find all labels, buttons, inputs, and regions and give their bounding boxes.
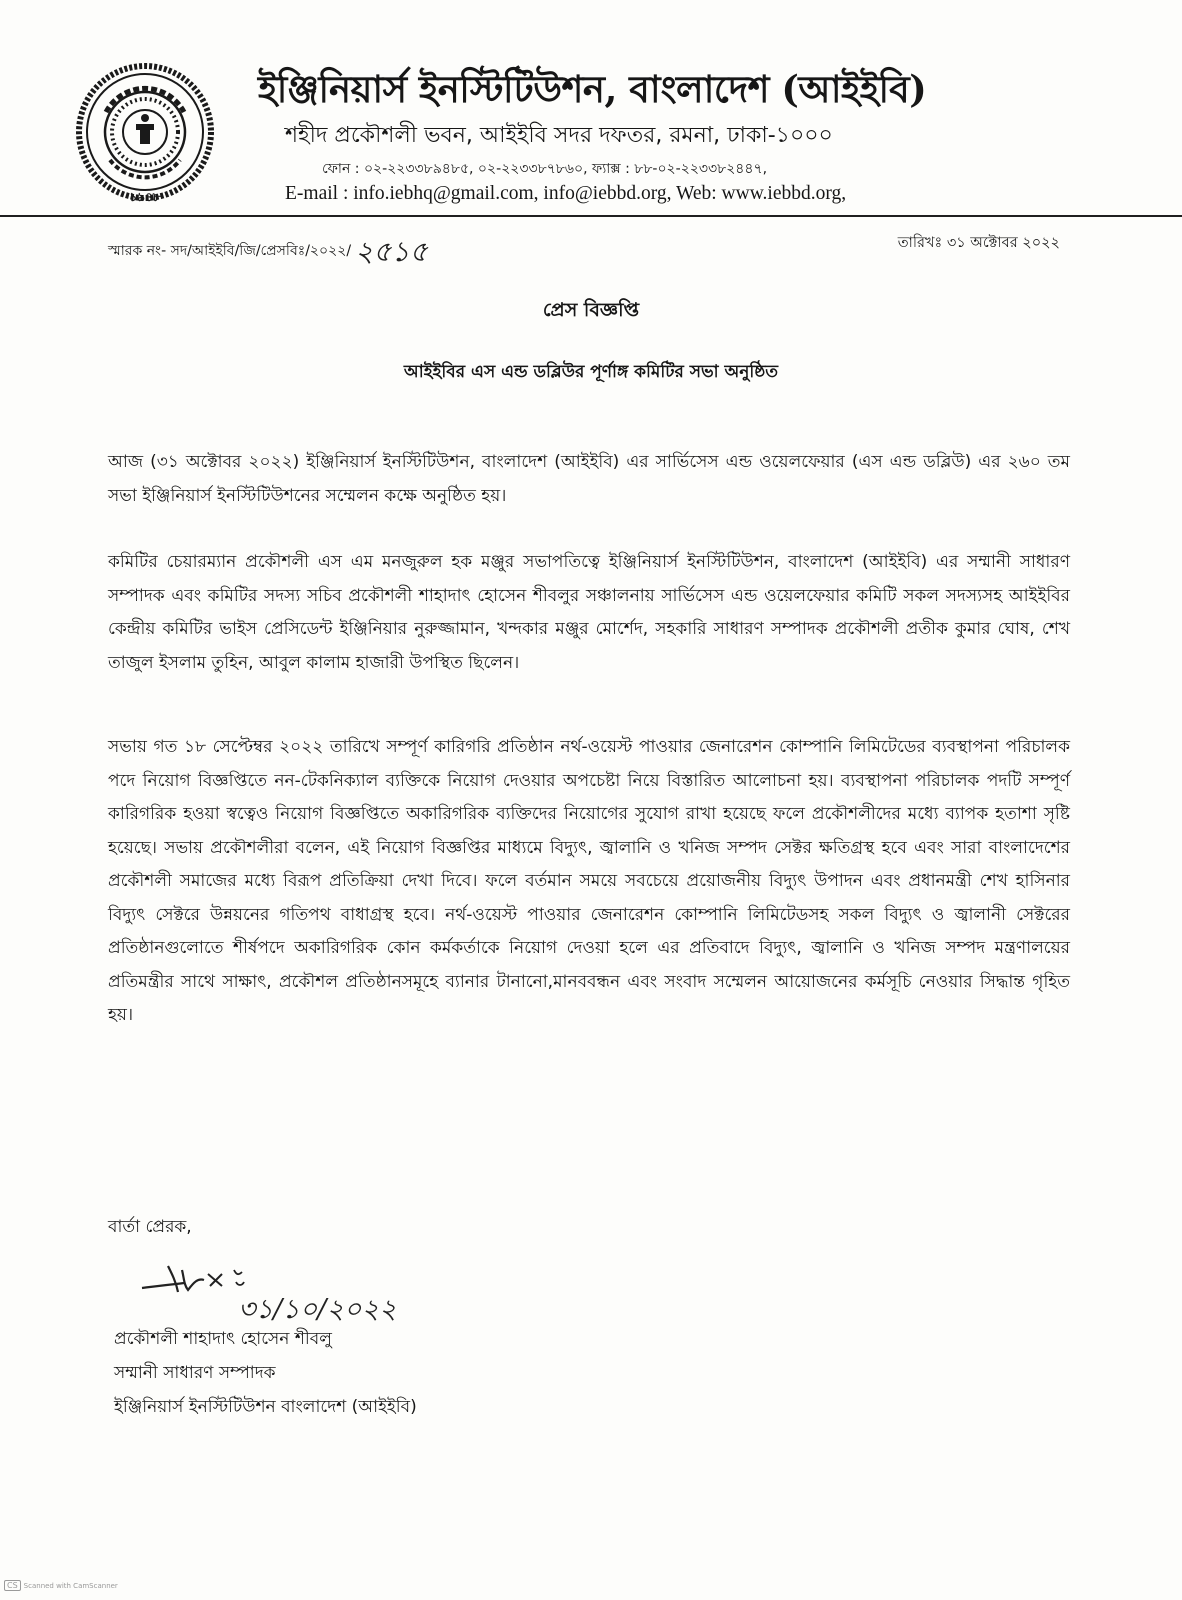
org-address: শহীদ প্রকৌশলী ভবন, আইইবি সদর দফতর, রমনা, ঢাকা-১০০০ [285,123,833,148]
body-paragraph-3: সভায় গত ১৮ সেপ্টেম্বর ২০২২ তারিখে সম্পূর্ণ কারিগরি প্রতিষ্ঠান নর্থ-ওয়েস্ট পাওয়ার জেনারেশন কোম্পানি লিমিটেডের ব্যবস্থাপনা পরিচালক পদে নিয়োগ বিজ্ঞপ্তিতে নন-টেকনিক্যাল ব্যক্তিকে নিয়োগ দেওয়ার অপচেষ্টা নিয়ে বিস্তারিত আলোচনা হয়। ব্যবস্থাপনা পরিচালক পদটি সম্পূর্ণ কারিগরিক হওয়া স্বত্বেও নিয়োগ বিজ্ঞপ্তিতে অকারিগরিক ব্যক্তিদের নিয়োগের সুযোগ রাখা হয়েছে ফলে প্রকৌশলীদের মধ্যে ব্যাপক হতাশা সৃষ্টি হয়েছে। সভায় প্রকৌশলীরা বলেন, এই নিয়োগ বিজ্ঞপ্তির মাধ্যমে বিদ্যুৎ, জ্বালানি ও খনিজ সম্পদ সেক্টর ক্ষতিগ্রস্থ হবে এবং সারা বাংলাদেশের প্রকৌশলী সমাজের মধ্যে বিরূপ প্রতিক্রিয়া দেখা দিবে। ফলে বর্তমান সময়ে সবচেয়ে প্রয়োজনীয় বিদ্যুৎ উপাদন এবং প্রধানমন্ত্রী শেখ হাসিনার বিদ্যুৎ সেক্টরে উন্নয়নের গতিপথ বাধাগ্রস্থ হবে। নর্থ-ওয়েস্ট পাওয়ার জেনারেশন কোম্পানি লিমিটেডসহ সকল বিদ্যুৎ ও জ্বালানী সেক্টরের প্রতিষ্ঠানগুলোতে শীর্ষপদে অকারিগরিক কোন কর্মকর্তাকে নিয়োগ দেওয়া হলে এর প্রতিবাদে বিদ্যুৎ, জ্বালানি ও খনিজ সম্পদ মন্ত্রণালয়ের প্রতিমন্ত্রীর সাথে সাক্ষাৎ, প্রকৌশল প্রতিষ্ঠানসমূহে ব্যানার টানানো,মানববন্ধন এবং সংবাদ সম্মেলন আয়োজনের কর্মসূচি নেওয়ার সিদ্ধান্ত গৃহিত হয়। [108,737,1070,1025]
scanner-watermark-text: Scanned with CamScanner [23,1582,118,1590]
signer-block [114,1322,417,1424]
signer-designation: সম্মানী সাধারণ সম্পাদক [114,1363,276,1383]
memo-reference-number: ২৫১৫ [355,235,428,268]
body-paragraph-2: কমিটির চেয়ারম্যান প্রকৌশলী এস এম মনজুরুল হক মঞ্জুর সভাপতিত্বে ইঞ্জিনিয়ার্স ইনস্টিটিউশন, বাংলাদেশ (আইইবি) এর সম্মানী সাধারণ সম্পাদক এবং কমিটির সদস্য সচিব প্রকৌশলী শাহাদাৎ হোসেন শীবলুর সঞ্চালনায় সার্ভিসেস এন্ড ওয়েলফেয়ার কমিটি সকল সদস্যসহ আইইবির কেন্দ্রীয় কমিটির ভাইস প্রেসিডেন্ট ইঞ্জিনিয়ার নুরুজ্জামান, খন্দকার মঞ্জুর মোর্শেদ, সহকারি সাধারণ সম্পাদক প্রকৌশলী প্রতীক কুমার ঘোষ, শেখ তাজুল ইসলাম তুহিন, আবুল কালাম হাজারী উপস্থিত ছিলেন। [108,552,1070,673]
signer-name: প্রকৌশলী শাহাদাৎ হোসেন শীবলু [114,1329,332,1349]
org-phone-fax: ফোন : ০২-২২৩৩৮৯৪৮৫, ০২-২২৩৩৮৭৮৬০, ফ্যাক্স : ৮৮-০২-২২৩৩৮২৪৪৭, [322,161,768,177]
closing-salutation: বার্তা প্রেরক, [108,1217,192,1237]
document-date: তারিখঃ ৩১ অক্টোবর ২০২২ [897,235,1060,251]
ieb-logo-seal [66,58,224,206]
signer-organization: ইঞ্জিনিয়ার্স ইনস্টিটিউশন বাংলাদেশ (আইইবি) [114,1397,417,1417]
body-paragraph-1: আজ (৩১ অক্টোবর ২০২২) ইঞ্জিনিয়ার্স ইনস্টিটিউশন, বাংলাদেশ (আইইবি) এর সার্ভিসেস এন্ড ওয়েলফেয়ার (এস এন্ড ডব্লিউ) এর ২৬০ তম সভা ইঞ্জিনিয়ার্স ইনস্টিটিউশনের সম্মেলন কক্ষে অনুষ্ঠিত হয়। [108,452,1070,506]
org-email-web: E-mail : info.iebhq@gmail.com, info@iebbd.org, Web: www.iebbd.org, [285,183,847,204]
scanner-watermark [4,1580,118,1591]
memo-reference-label: স্মারক নং- সদ/আইইবি/জি/প্রেসবিঃ/২০২২/ [108,243,352,259]
seal-year: ১৯৪৮ [129,190,161,204]
camscanner-icon: CS [4,1580,21,1591]
press-release-title: প্রেস বিজ্ঞপ্তি [542,299,640,321]
signature-date: ৩১/১০/২০২২ [238,1294,397,1325]
memo-reference [108,235,428,268]
letterhead-divider [0,215,1182,217]
org-name: ইঞ্জিনিয়ার্স ইনস্টিটিউশন, বাংলাদেশ (আইইবি) [258,67,927,111]
ieb-seal-icon [66,58,224,206]
press-release-headline: আইইবির এস এন্ড ডব্লিউর পূর্ণাঙ্গ কমিটির সভা অনুষ্ঠিত [403,362,779,382]
